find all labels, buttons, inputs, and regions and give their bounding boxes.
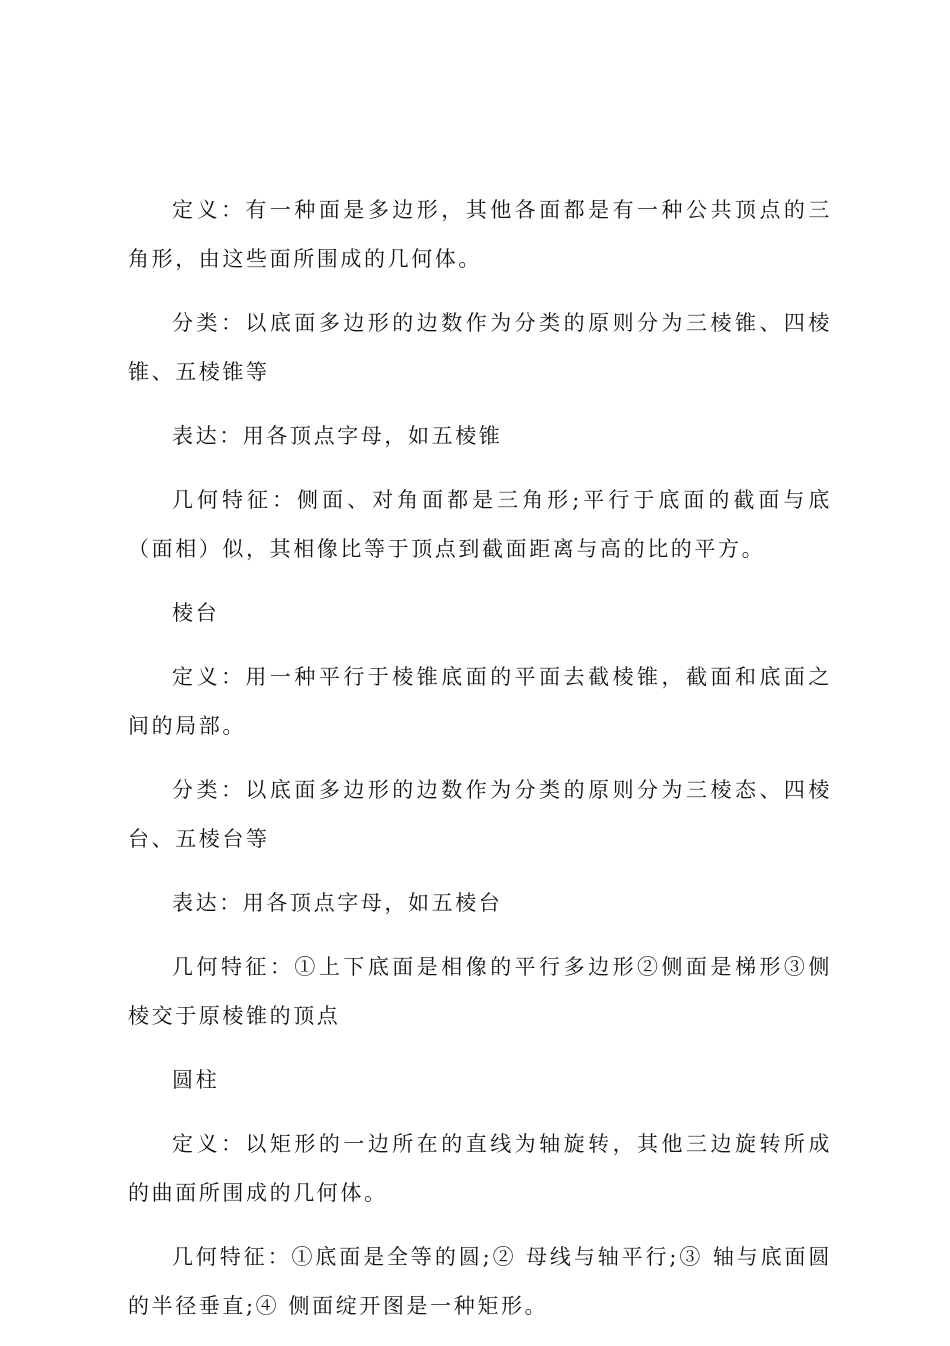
cylinder-features: 几何特征：①底面是全等的圆;② 母线与轴平行;③ 轴与底面圆的半径垂直;④ 侧面绽开图是一种矩形。 [128,1245,832,1318]
frustum-features: 几何特征：①上下底面是相像的平行多边形②侧面是梯形③侧棱交于原棱锥的顶点 [128,955,832,1028]
pyramid-features: 几何特征：侧面、对角面都是三角形;平行于底面的截面与底（面相）似，其相像比等于顶点到截面距离与高的比的平方。 [128,488,832,561]
frustum-notation: 表达：用各顶点字母，如五棱台 [172,891,503,915]
frustum-heading: 棱台 [172,601,220,625]
document-body [128,186,832,1346]
cylinder-heading: 圆柱 [172,1068,220,1092]
frustum-definition: 定义：用一种平行于棱锥底面的平面去截棱锥，截面和底面之间的局部。 [128,665,832,738]
frustum-classification: 分类：以底面多边形的边数作为分类的原则分为三棱态、四棱台、五棱台等 [128,778,832,851]
pyramid-notation: 表达：用各顶点字母，如五棱锥 [172,424,503,448]
pyramid-classification: 分类：以底面多边形的边数作为分类的原则分为三棱锥、四棱锥、五棱锥等 [128,311,832,384]
pyramid-definition: 定义：有一种面是多边形，其他各面都是有一种公共顶点的三角形，由这些面所围成的几何体。 [128,198,832,271]
cylinder-definition: 定义：以矩形的一边所在的直线为轴旋转，其他三边旋转所成的曲面所围成的几何体。 [128,1132,832,1205]
